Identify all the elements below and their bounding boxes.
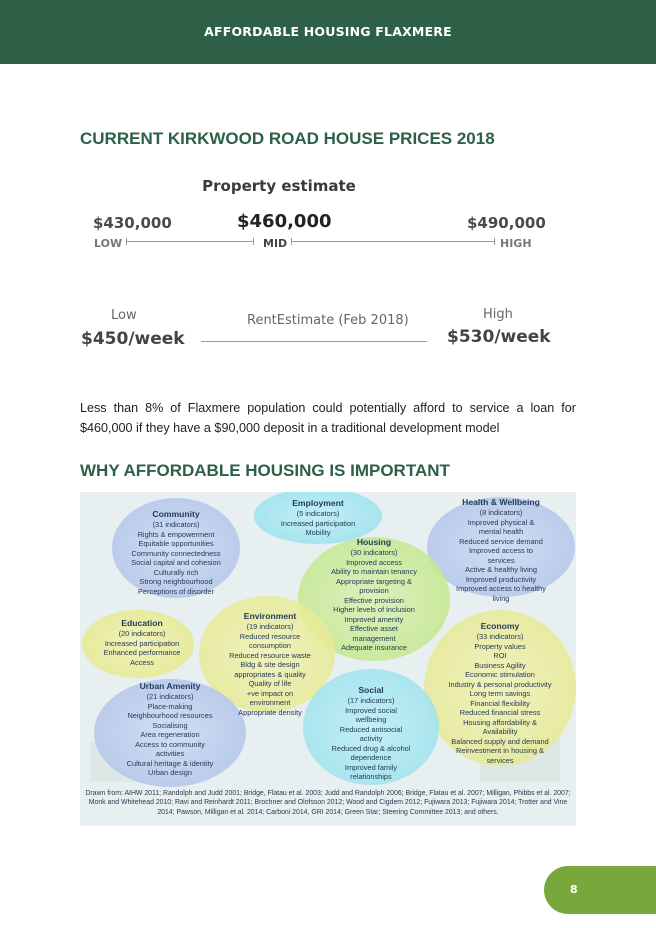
cluster-title: Education: [121, 618, 163, 628]
estimate-mid-label: MID: [263, 237, 288, 250]
estimate-range-line-left: [126, 241, 254, 242]
cluster-item: Reduced financial stress: [459, 708, 541, 717]
cluster-item: Enhanced performance: [103, 648, 181, 657]
page-number-tab: [544, 866, 656, 914]
cluster-item: Effective provision: [344, 595, 404, 605]
cluster-title: Environment: [243, 611, 297, 621]
cluster-item: Bldg & site design: [240, 660, 300, 669]
header-title: AFFORDABLE HOUSING FLAXMERE: [204, 24, 452, 39]
section-title-house-prices: CURRENT KIRKWOOD ROAD HOUSE PRICES 2018: [80, 129, 495, 148]
rent-estimate-label: RentEstimate (Feb 2018): [247, 313, 409, 328]
affordability-paragraph: Less than 8% of Flaxmere population could potentially afford to service a loan for $460,000 if they have a $90,000 deposit in a traditional development model: [80, 401, 576, 435]
estimate-high-label: HIGH: [500, 237, 532, 250]
cluster-item: Balanced supply and demand: [451, 736, 549, 746]
cluster-item: Improved access to healthy: [456, 584, 546, 593]
cluster-title: Community: [152, 509, 200, 519]
figure-caption: Drawn from: AIHW 2011; Randolph and Judd 2001; Bridge, Flatau et al. 2003; Judd and Randolph 2006; Bridge, Flatau et al. 2007; Milligan, Phibbs et al. 2007; Monk and Whitehead 2010; Ravi and Reinhardt 2011; Brochner and Olofsson 2012; Wood and Cigdem 2012; Fujiwara 2013; Fujiwara 2014; Trotter and Vine 2014; Pawson, Milligan et al. 2014; Carboni 2014, GRI 2014; Green Star; Steering Committee 2013; and others.: [85, 790, 571, 816]
cluster-indicator-count: (19 indicators): [246, 622, 294, 631]
cluster-title: Economy: [480, 621, 520, 631]
cluster-item: appropriates & quality: [234, 669, 306, 679]
cluster-item: Cultural heritage & identity: [126, 758, 214, 768]
rent-low-value: $450/week: [81, 329, 185, 349]
cluster-indicator-count: (20 indicators): [118, 629, 166, 638]
estimate-low-label: LOW: [94, 237, 123, 250]
cluster-indicator-count: (30 indicators): [350, 548, 398, 557]
cluster-indicator-count: (21 indicators): [146, 692, 194, 701]
cluster-item: Improved physical &: [467, 517, 535, 527]
cluster-item: Long term savings: [469, 689, 531, 698]
cluster-indicator-count: (8 indicators): [479, 508, 523, 517]
cluster-employment: [254, 498, 382, 538]
cluster-title: Social: [358, 685, 384, 695]
cluster-item: Ability to maintain tenancy: [331, 567, 417, 576]
cluster-title: Urban Amenity: [139, 681, 201, 691]
cluster-item: services: [486, 755, 514, 765]
cluster-item: Adequate insurance: [341, 643, 407, 652]
cluster-item: Rights & empowerment: [137, 529, 215, 539]
cluster-community: [112, 509, 240, 596]
cluster-item: services: [487, 555, 515, 565]
rent-high-value: $530/week: [447, 327, 551, 347]
cluster-item: Improved amenity: [344, 614, 404, 624]
cluster-item: Reduced resource waste: [229, 650, 311, 660]
cluster-item: Perceptions of disorder: [138, 586, 214, 596]
cluster-item: Property values: [474, 641, 526, 651]
page-header: [0, 0, 656, 64]
estimate-range-line-right: [291, 241, 495, 242]
rent-low-label: Low: [111, 308, 137, 323]
cluster-item: Improved family: [344, 762, 398, 772]
cluster-item: Effective asset: [350, 624, 398, 633]
page-number: 8: [570, 883, 578, 896]
section-title-why-affordable: WHY AFFORDABLE HOUSING IS IMPORTANT: [80, 461, 450, 480]
cluster-item: ROI: [493, 651, 507, 660]
cluster-item: living: [492, 593, 510, 603]
cluster-item: provision: [359, 586, 389, 595]
cluster-indicator-count: (33 indicators): [476, 632, 524, 641]
cluster-item: Access: [130, 657, 154, 667]
estimate-high-value: $490,000: [467, 214, 546, 232]
cluster-item: Reduced service demand: [459, 536, 543, 546]
cluster-item: Socialising: [152, 720, 188, 730]
cluster-item: Reduced antisocial: [339, 724, 403, 734]
cluster-item: Appropriate density: [238, 707, 302, 717]
cluster-item: environment: [249, 698, 291, 707]
cluster-health-wellbeing: [436, 497, 566, 603]
cluster-item: Housing affordability &: [463, 717, 537, 727]
cluster-item: Industry & personal productivity: [448, 679, 552, 689]
cluster-economy: [432, 621, 568, 765]
cluster-item: Availability: [482, 727, 518, 736]
cluster-item: Reinvestment in housing &: [456, 746, 544, 755]
property-estimate-heading: [0, 177, 656, 195]
cluster-item: activity: [359, 734, 383, 743]
cluster-item: activities: [155, 749, 185, 758]
cluster-item: Economic stimulation: [465, 670, 535, 679]
rent-divider: [201, 341, 427, 342]
cluster-item: Area regeneration: [140, 730, 200, 739]
cluster-urban-amenity: [110, 681, 230, 778]
cluster-item: Financial flexibility: [470, 698, 530, 708]
cluster-indicator-count: (17 indicators): [347, 696, 395, 705]
property-estimate-heading-text: Property estimate: [202, 177, 356, 195]
cluster-item: Culturally rich: [153, 567, 199, 577]
cluster-item: consumption: [249, 641, 291, 650]
cluster-item: +ve impact on: [246, 688, 294, 698]
cluster-indicator-count: (5 indicators): [296, 509, 340, 518]
cluster-item: Higher levels of inclusion: [333, 605, 415, 614]
cluster-item: Active & healthy living: [465, 565, 537, 574]
cluster-item: Mobility: [305, 528, 331, 537]
cluster-item: relationships: [350, 772, 392, 781]
cluster-title: Health & Wellbeing: [462, 497, 540, 507]
cluster-item: Improved access: [346, 557, 402, 567]
cluster-indicator-count: (31 indicators): [152, 520, 200, 529]
cluster-education: [82, 618, 202, 667]
cluster-item: Place-making: [147, 701, 193, 711]
cluster-item: Increased participation: [280, 518, 356, 528]
cluster-item: Social capital and cohesion: [131, 558, 221, 567]
cluster-item: Improved social: [345, 705, 397, 715]
estimate-low-value: $430,000: [93, 214, 172, 232]
cluster-item: Neighbourhood resources: [127, 711, 213, 720]
cluster-item: Improved productivity: [465, 574, 537, 584]
cluster-item: mental health: [478, 527, 524, 536]
cluster-item: Appropriate targeting &: [335, 576, 412, 586]
cluster-item: Urban design: [148, 768, 192, 777]
cluster-social: [310, 685, 432, 782]
cluster-item: Business Agility: [474, 660, 526, 670]
estimate-mid-value: $460,000: [237, 211, 332, 232]
cluster-item: wellbeing: [355, 715, 387, 724]
cluster-item: dependence: [350, 753, 392, 762]
benefits-figure: [80, 492, 576, 826]
cluster-item: Reduced resource: [239, 631, 301, 641]
cluster-item: Equitable opportunities: [138, 539, 214, 548]
cluster-item: Reduced drug & alcohol: [331, 743, 411, 753]
cluster-item: Access to community: [135, 739, 205, 749]
cluster-item: Quality of life: [248, 679, 292, 688]
cluster-item: management: [352, 633, 396, 643]
cluster-item: Strong neighbourhood: [139, 577, 213, 586]
rent-high-label: High: [483, 307, 513, 322]
cluster-item: Improved access to: [468, 546, 534, 555]
cluster-item: Community connectedness: [131, 548, 221, 558]
cluster-title: Employment: [292, 498, 344, 508]
cluster-title: Housing: [356, 537, 392, 547]
cluster-item: Increased participation: [104, 638, 180, 648]
